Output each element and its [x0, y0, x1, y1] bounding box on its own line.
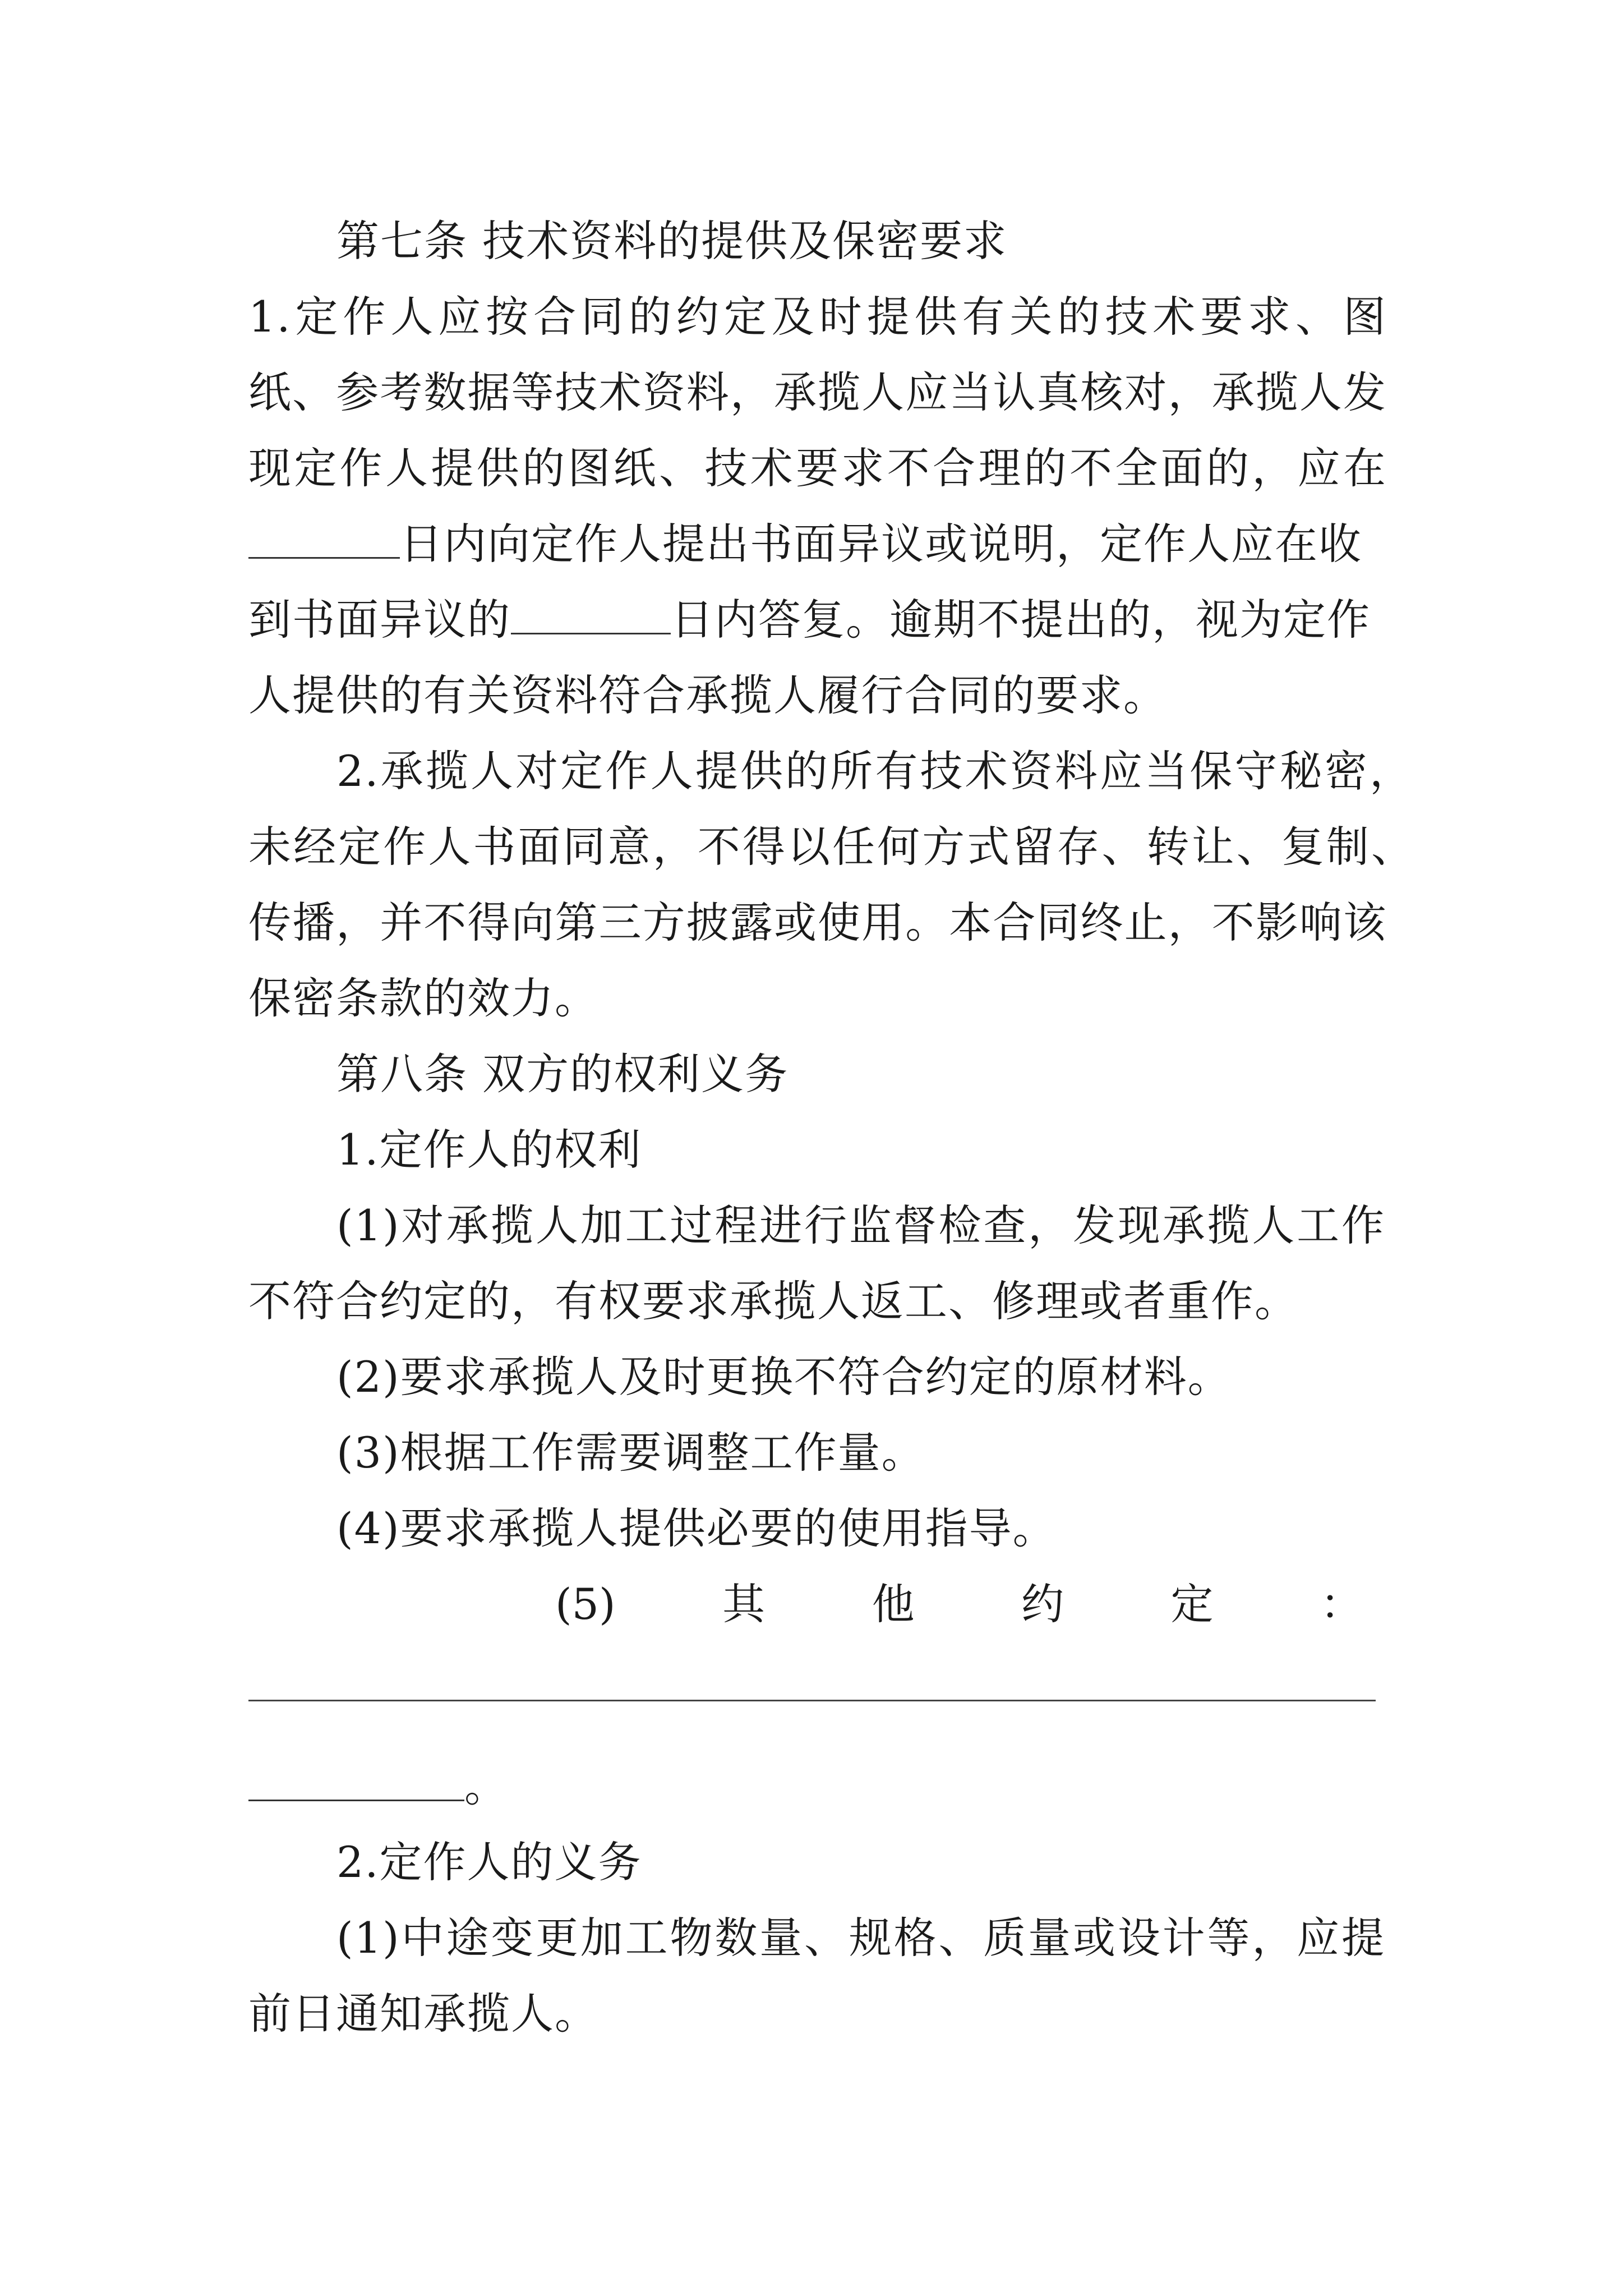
right-5-part: 约: [1021, 1579, 1064, 1629]
right-5-part: (5): [555, 1579, 616, 1629]
right-2: (2)要求承揽人及时更换不符合约定的原材料。: [336, 1352, 1232, 1402]
right-5-other-agreement: [555, 1576, 1363, 1632]
right-1-line-1: (1)对承揽人加工过程进行监督检查，发现承揽人工作: [336, 1200, 1385, 1250]
article-7-title: 第七条 技术资料的提供及保密要求: [336, 216, 1008, 266]
article-7-p1-line-4-text: 日内向定作人提出书面异议或说明，定作人应在收: [400, 519, 1362, 569]
fill-blank-days-1: [248, 517, 400, 559]
fill-blank-line-long: [248, 1700, 1376, 1701]
right-5-part: 他: [872, 1579, 915, 1629]
article-7-p1-line-4: [248, 516, 1362, 572]
right-5-end-mark: 。: [464, 1761, 508, 1811]
right-1-line-2: 不符合约定的，有权要求承揽人返工、修理或者重作。: [248, 1276, 1298, 1326]
article-7-p1-line-5-a: 到书面异议的: [248, 595, 511, 645]
right-4: (4)要求承揽人提供必要的使用指导。: [336, 1503, 1057, 1553]
article-7-p2-line-4: 保密条款的效力。: [248, 973, 598, 1023]
article-7-p1-line-2: 纸、参考数据等技术资料，承揽人应当认真核对，承揽人发: [248, 367, 1387, 417]
article-7-p1-line-5: [248, 592, 1371, 648]
right-3: (3)根据工作需要调整工作量。: [336, 1428, 925, 1478]
article-7-p1-line-5-b: 日内答复。逾期不提出的，视为定作: [671, 595, 1371, 645]
article-7-p2-line-3: 传播，并不得向第三方披露或使用。本合同终止，不影响该: [248, 898, 1387, 947]
fill-blank-line-short-row: [248, 1759, 508, 1815]
fill-blank-line-short: [248, 1759, 464, 1801]
duty-1-line-1: (1)中途变更加工物数量、规格、质量或设计等，应提: [336, 1913, 1385, 1963]
right-5-part: 其: [722, 1579, 766, 1629]
rights-title: 1.定作人的权利: [336, 1125, 642, 1175]
article-7-p1-line-1: 1.定作人应按合同的约定及时提供有关的技术要求、图: [248, 292, 1387, 342]
article-7-p2-line-2: 未经定作人书面同意，不得以任何方式留存、转让、复制、: [248, 822, 1415, 872]
article-7-p2-line-1: 2.承揽人对定作人提供的所有技术资料应当保守秘密，: [336, 746, 1413, 796]
right-5-part: ：: [1320, 1579, 1363, 1629]
right-5-part: 定: [1170, 1579, 1214, 1629]
article-7-p1-line-6: 人提供的有关资料符合承揽人履行合同的要求。: [248, 670, 1167, 720]
duties-title: 2.定作人的义务: [336, 1837, 642, 1887]
duty-1-line-2: 前日通知承揽人。: [248, 1989, 598, 2039]
article-8-title: 第八条 双方的权利义务: [336, 1049, 789, 1099]
fill-blank-days-2: [511, 592, 671, 634]
article-7-p1-line-3: 现定作人提供的图纸、技术要求不合理的不全面的，应在: [248, 443, 1387, 493]
